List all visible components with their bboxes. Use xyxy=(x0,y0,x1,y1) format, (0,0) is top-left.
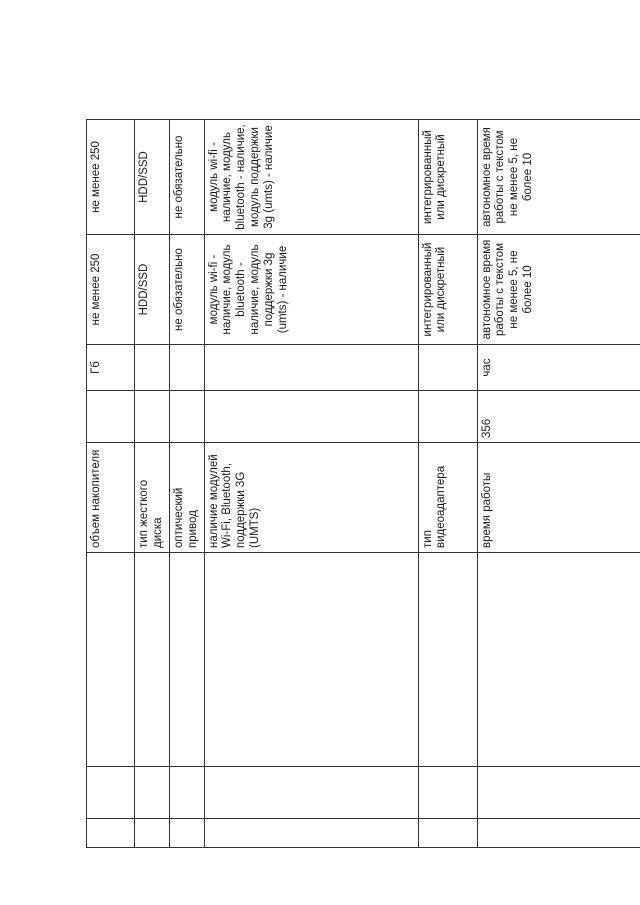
table-row xyxy=(418,120,477,848)
number-cell xyxy=(135,391,170,443)
number-cell xyxy=(204,391,418,443)
value-cell-1: модуль wi-fi - наличие, модуль bluetooth - наличие, модуль поддержки 3g (umts) - наличие xyxy=(204,235,418,345)
value-cell-2: интегрированный или дискретный xyxy=(418,120,477,235)
value-cell-1: интегрированный или дискретный xyxy=(418,235,477,345)
unit-cell xyxy=(418,345,477,391)
table-row xyxy=(87,120,135,848)
param-name-cell: наличие модулей Wi-Fi, Bluetooth, поддержки 3G (UMTS) xyxy=(204,443,418,553)
value-cell-1: HDD/SSD xyxy=(135,235,170,345)
number-cell xyxy=(87,391,135,443)
unit-cell xyxy=(169,345,204,391)
value-cell-1: не обязательно xyxy=(169,235,204,345)
value-cell-2: не обязательно xyxy=(169,120,204,235)
param-name-cell: оптический привод xyxy=(169,443,204,553)
unit-cell: час xyxy=(477,345,640,391)
param-name-cell: объем накопителя xyxy=(87,443,135,553)
value-cell-2: HDD/SSD xyxy=(135,120,170,235)
item-cell xyxy=(87,553,135,767)
value-cell-2: не менее 250 xyxy=(87,120,135,235)
value-cell-2: модуль wi-fi - наличие, модуль bluetooth - наличие, модуль поддержки 3g (umts) - наличие xyxy=(204,120,418,235)
table-row xyxy=(169,120,204,848)
param-name-cell: время работы xyxy=(477,443,640,553)
unit-cell: Гб xyxy=(87,345,135,391)
value-cell-1: не менее 250 xyxy=(87,235,135,345)
param-name-cell: тип видеоадаптера xyxy=(418,443,477,553)
number-cell xyxy=(169,391,204,443)
value-cell-2: автономное время работы с текстом не менее 5, не более 10 xyxy=(477,120,640,235)
value-cell-1: автономное время работы с текстом не менее 5, не более 10 xyxy=(477,235,640,345)
rotated-page xyxy=(86,120,572,848)
unit-cell xyxy=(135,345,170,391)
table-row xyxy=(204,120,418,848)
param-name-cell: тип жесткого диска xyxy=(135,443,170,553)
table-row xyxy=(135,120,170,848)
code-cell xyxy=(87,767,135,819)
number-cell xyxy=(418,391,477,443)
number-cell: 356 xyxy=(477,391,640,443)
unit-cell xyxy=(204,345,418,391)
spec-table xyxy=(86,119,640,848)
table-row xyxy=(477,120,640,848)
row-index-cell xyxy=(87,819,135,848)
